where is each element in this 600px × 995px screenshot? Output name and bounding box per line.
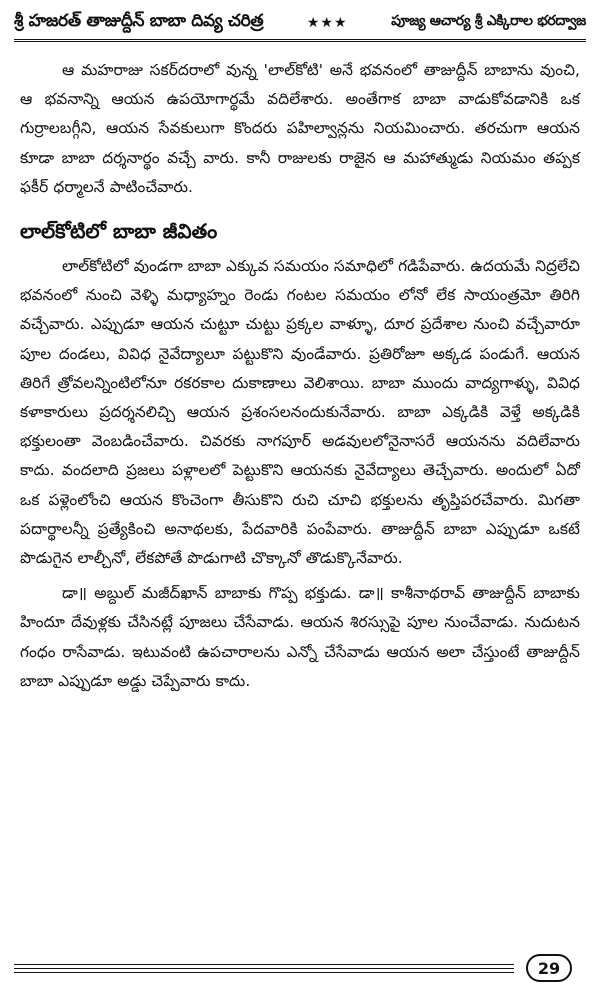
page-body <box>20 56 580 696</box>
running-header <box>14 6 586 42</box>
footer-rule-lines <box>14 964 514 976</box>
book-title: శ్రీ హజరత్ తాజుద్దీన్ బాబా దివ్య చరిత్ర <box>14 10 264 31</box>
header-stars-ornament: ★★★ <box>306 14 348 31</box>
section-heading: లాల్‌కోటిలో బాబా జీవితం <box>20 219 218 244</box>
paragraph: డా॥ అబ్దుల్ మజీద్‌ఖాన్ బాబాకు గొప్ప భక్తుడు. డా॥ కాశీనాథరావ్ తాజుద్దీన్ బాబాకు హిందూ దేవుళ్లకు చేసినట్లే పూజలు చేసేవాడు. ఆయన శిరస్సుపై పూల నుంచేవాడు. నుదుటన గంధం రాసేవాడు. ఇటువంటి ఉపచారాలను ఎన్నో చేసేవాడు ఆయన అలా చేస్తుంటే తాజుద్దీన్ బాబా ఎప్పుడూ అడ్డు చెప్పేవారు కాదు. <box>20 584 580 690</box>
page-footer <box>14 954 586 986</box>
page-number: 29 <box>526 954 572 982</box>
author-name: పూజ్య ఆచార్య శ్రీ ఎక్కిరాల భరద్వాజ <box>391 13 586 29</box>
paragraph: ఆ మహరాజు సకర్‌దరాలో వున్న 'లాల్‌కోటి' అనే భవనంలో తాజుద్దీన్ బాబాను వుంచి, ఆ భవనాన్ని ఆయన ఉపయోగార్థమే వదిలేశారు. అంతేగాక బాబా వాడుకోవడానికి ఒక గుర్రాలబగ్గీని, ఆయన సేవకులుగా కొందరు పహిల్వాన్లను నియమించారు. తరచుగా ఆయన కూడా బాబా దర్శనార్థం వచ్చే వారు. కానీ రాజులకు రాజైన ఆ మహాత్ముడు నియమం తప్పక ఫకీర్ ధర్మాలనే పాటించేవారు. <box>20 61 580 196</box>
paragraph: లాల్‌కోటిలో వుండగా బాబా ఎక్కువ సమయం సమాధిలో గడిపేవారు. ఉదయమే నిద్రలేచి భవనంలో నుంచి వెళ్ళి మధ్యాహ్నం రెండు గంటల సమయం లోనో లేక సాయంత్రమో తిరిగి వచ్చేవారు. ఎప్పుడూ ఆయన చుట్టూ చుట్టు ప్రక్కల వాళ్ళూ, దూర ప్రదేశాల నుంచి వచ్చేవారూ పూల దండలు, వివిధ నైవేద్యాలూ పట్టుకొని వుండేవారు. ప్రతిరోజూ అక్కడ పండుగే. ఆయన తిరిగే త్రోవలన్నింటిలోనూ రకరకాల దుకాణాలు వెలిశాయి. బాబా ముందు వాద్యగాళ్ళు, వివిధ కళాకారులు ప్రదర్శనలిచ్చి ఆయన ప్రశంసలనందుకునేవారు. బాబా ఎక్కడికి వెళ్తే అక్కడికి భక్తులంతా వెంబడించేవారు. చివరకు నాగపూర్ అడవులలోనైనాసరే ఆయనను వదిలేవారు కాదు. వందలాది ప్రజలు పళ్లాలలో పెట్టుకొని ఆయనకు నైవేద్యాలు తెచ్చేవారు. అందులో ఏదో ఒక పళ్లెంలోంచి ఆయన కొంచెంగా తీసుకొని రుచి చూచి భక్తులను తృప్తిపరచేవారు. మిగతా పదార్థాలన్నీ ప్రత్యేకించి అనాథలకు, పేదవారికి పంపేవారు. తాజుద్దీన్ బాబా ఎప్పుడూ ఒకటే పొడుగైన లాల్చీనో, లేకపోతే పొడుగాటి చొక్కానో తొడుక్కొనేవారు. <box>20 257 580 568</box>
